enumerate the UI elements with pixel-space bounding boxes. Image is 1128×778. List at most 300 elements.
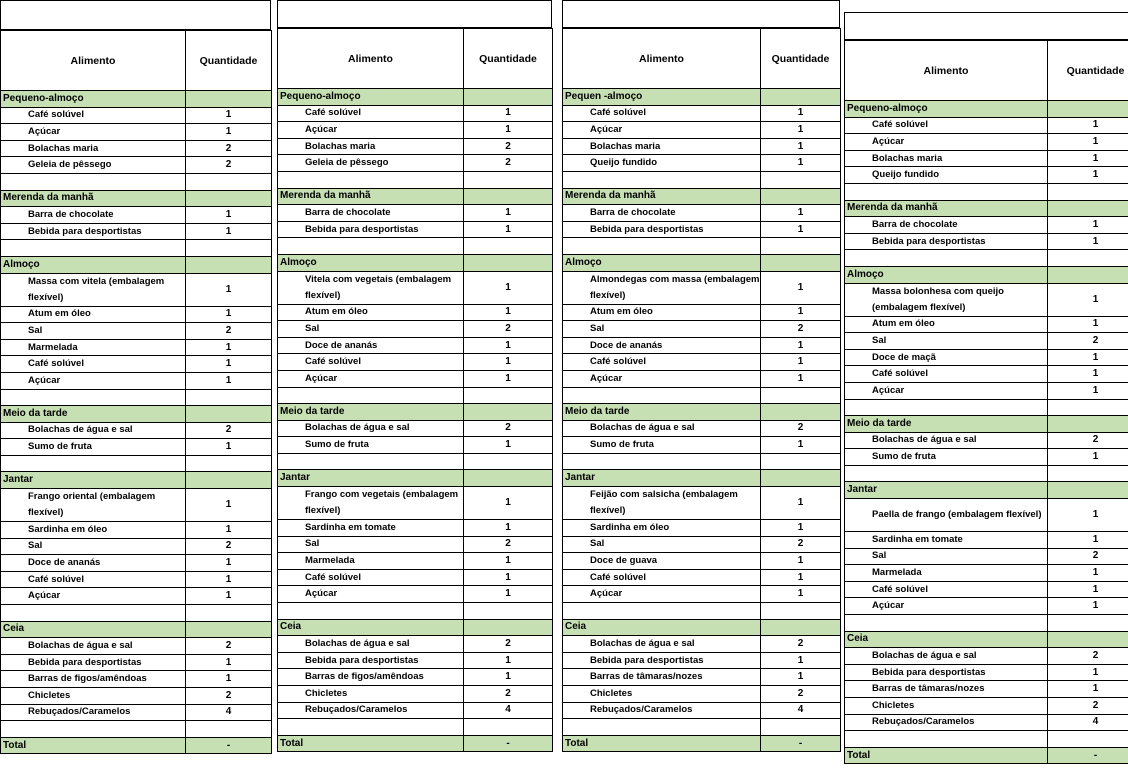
food-item-row bbox=[845, 581, 1128, 598]
spacer-cell bbox=[761, 453, 841, 470]
meal-qty-cell bbox=[761, 470, 841, 487]
spacer-row bbox=[563, 603, 841, 620]
meal-name: Merenda da manhã bbox=[278, 188, 464, 205]
food-item-row bbox=[1, 356, 272, 373]
food-item-row bbox=[278, 520, 553, 537]
food-item-row bbox=[1, 522, 272, 539]
food-quantity: 2 bbox=[761, 420, 841, 437]
food-name: Sal bbox=[563, 321, 761, 338]
food-item-row bbox=[845, 598, 1128, 615]
total-label: Total bbox=[563, 735, 761, 752]
food-name: Sumo de fruta bbox=[563, 437, 761, 454]
food-item-row bbox=[845, 233, 1128, 250]
food-name: Bebida para desportistas bbox=[278, 221, 464, 238]
meal-row bbox=[1, 472, 272, 489]
food-quantity: 1 bbox=[1047, 382, 1128, 399]
food-quantity: 2 bbox=[186, 323, 272, 340]
food-name: Café solúvel bbox=[278, 105, 464, 122]
food-quantity: 1 bbox=[1047, 499, 1128, 532]
food-quantity: 1 bbox=[1047, 233, 1128, 250]
food-quantity: 1 bbox=[1047, 565, 1128, 582]
spacer-cell bbox=[464, 238, 553, 255]
food-name: Atum em óleo bbox=[563, 304, 761, 321]
food-quantity: 1 bbox=[186, 555, 272, 572]
food-quantity: 1 bbox=[1047, 581, 1128, 598]
food-quantity: 1 bbox=[761, 221, 841, 238]
spacer-cell bbox=[186, 605, 272, 622]
spacer-row bbox=[1, 173, 272, 190]
food-item-row bbox=[845, 432, 1128, 449]
spacer-cell bbox=[278, 453, 464, 470]
food-name: Barras de figos/amêndoas bbox=[278, 669, 464, 686]
food-name: Café solúvel bbox=[563, 569, 761, 586]
spacer-row bbox=[563, 171, 841, 188]
food-item-row bbox=[563, 205, 841, 222]
total-value: - bbox=[761, 735, 841, 752]
food-item-row bbox=[563, 437, 841, 454]
food-item-row bbox=[278, 420, 553, 437]
food-name: Sal bbox=[278, 321, 464, 338]
meal-row bbox=[563, 404, 841, 421]
food-quantity: 2 bbox=[761, 321, 841, 338]
spacer-cell bbox=[464, 171, 553, 188]
food-quantity: 1 bbox=[186, 273, 272, 306]
meal-row bbox=[1, 190, 272, 207]
food-item-row bbox=[278, 105, 553, 122]
food-item-row bbox=[1, 124, 272, 141]
food-name: Marmelada bbox=[278, 553, 464, 570]
food-name: Almondegas com massa (embalagem flexível) bbox=[563, 271, 761, 304]
meal-row bbox=[278, 89, 553, 106]
food-quantity: 1 bbox=[1047, 664, 1128, 681]
food-name: Atum em óleo bbox=[278, 304, 464, 321]
meal-qty-cell bbox=[1047, 482, 1128, 499]
food-item-row bbox=[845, 648, 1128, 665]
food-name: Bolachas maria bbox=[845, 150, 1048, 167]
food-quantity: 1 bbox=[186, 223, 272, 240]
spacer-cell bbox=[1047, 615, 1128, 632]
header-food: Alimento bbox=[845, 41, 1048, 101]
food-name: Sardinha em tomate bbox=[845, 532, 1048, 549]
meal-name: Ceia bbox=[278, 619, 464, 636]
food-quantity: 1 bbox=[186, 588, 272, 605]
food-item-row bbox=[278, 636, 553, 653]
total-label: Total bbox=[845, 747, 1048, 764]
food-quantity: 1 bbox=[761, 354, 841, 371]
spacer-row bbox=[1, 389, 272, 406]
food-quantity: 1 bbox=[464, 370, 553, 387]
food-item-row bbox=[278, 221, 553, 238]
menu-table bbox=[0, 30, 272, 754]
meal-row bbox=[563, 89, 841, 106]
food-quantity: 4 bbox=[761, 702, 841, 719]
spacer-cell bbox=[1, 389, 186, 406]
food-item-row bbox=[278, 122, 553, 139]
meal-name: Ceia bbox=[845, 631, 1048, 648]
food-name: Massa bolonhesa com queijo (embalagem flexível) bbox=[845, 283, 1048, 316]
food-item-row bbox=[278, 536, 553, 553]
menu-sheet-3 bbox=[562, 0, 840, 752]
food-quantity: 1 bbox=[464, 304, 553, 321]
food-name: Café solúvel bbox=[1, 107, 186, 124]
food-name: Café solúvel bbox=[563, 105, 761, 122]
food-name: Sardinha em óleo bbox=[1, 522, 186, 539]
spacer-cell bbox=[1, 605, 186, 622]
food-name: Bolachas de água e sal bbox=[1, 422, 186, 439]
food-name: Bolachas maria bbox=[563, 138, 761, 155]
food-name: Sardinha em óleo bbox=[563, 520, 761, 537]
food-name: Sumo de fruta bbox=[1, 439, 186, 456]
food-name: Açúcar bbox=[845, 598, 1048, 615]
food-name: Açúcar bbox=[1, 372, 186, 389]
spacer-cell bbox=[1, 455, 186, 472]
food-quantity: 1 bbox=[186, 522, 272, 539]
food-name: Barra de chocolate bbox=[278, 205, 464, 222]
meal-name: Pequen -almoço bbox=[563, 89, 761, 106]
food-item-row bbox=[845, 366, 1128, 383]
meal-qty-cell bbox=[761, 404, 841, 421]
food-name: Frango com vegetais (embalagem flexível) bbox=[278, 487, 464, 520]
meal-row bbox=[1, 91, 272, 108]
meal-row bbox=[845, 416, 1128, 433]
meal-qty-cell bbox=[464, 619, 553, 636]
meal-name: Almoço bbox=[278, 254, 464, 271]
food-quantity: 1 bbox=[186, 107, 272, 124]
food-item-row bbox=[1, 588, 272, 605]
header-quantity: Quantidade bbox=[761, 29, 841, 89]
food-quantity: 1 bbox=[186, 356, 272, 373]
spacer-row bbox=[1, 721, 272, 738]
food-quantity: 1 bbox=[1047, 681, 1128, 698]
meal-name: Pequeno-almoço bbox=[1, 91, 186, 108]
food-item-row bbox=[278, 337, 553, 354]
spacer-cell bbox=[1047, 399, 1128, 416]
food-quantity: 1 bbox=[761, 669, 841, 686]
food-quantity: 1 bbox=[761, 205, 841, 222]
food-quantity: 2 bbox=[761, 636, 841, 653]
spacer-cell bbox=[563, 719, 761, 736]
food-item-row bbox=[845, 217, 1128, 234]
sheet-top-bar bbox=[0, 0, 271, 30]
food-item-row bbox=[563, 321, 841, 338]
spacer-cell bbox=[186, 455, 272, 472]
food-name: Barra de chocolate bbox=[563, 205, 761, 222]
spacer-cell bbox=[186, 240, 272, 257]
food-item-row bbox=[563, 138, 841, 155]
food-name: Bolachas de água e sal bbox=[563, 636, 761, 653]
header-row bbox=[278, 29, 553, 89]
food-item-row bbox=[278, 669, 553, 686]
spacer-cell bbox=[761, 603, 841, 620]
meal-qty-cell bbox=[1047, 200, 1128, 217]
food-name: Sumo de fruta bbox=[278, 437, 464, 454]
food-quantity: 1 bbox=[464, 487, 553, 520]
meal-qty-cell bbox=[186, 621, 272, 638]
food-item-row bbox=[845, 664, 1128, 681]
food-name: Barras de tâmaras/nozes bbox=[845, 681, 1048, 698]
food-item-row bbox=[1, 157, 272, 174]
food-name: Atum em óleo bbox=[1, 306, 186, 323]
food-item-row bbox=[563, 337, 841, 354]
food-quantity: 1 bbox=[1047, 167, 1128, 184]
spacer-cell bbox=[1047, 731, 1128, 748]
food-quantity: 1 bbox=[1047, 150, 1128, 167]
food-quantity: 2 bbox=[464, 138, 553, 155]
food-name: Sal bbox=[278, 536, 464, 553]
food-quantity: 1 bbox=[464, 205, 553, 222]
food-name: Doce de maçã bbox=[845, 349, 1048, 366]
spacer-row bbox=[845, 731, 1128, 748]
menu-sheet-4 bbox=[844, 12, 1128, 764]
food-name: Açúcar bbox=[1, 588, 186, 605]
spacer-cell bbox=[563, 453, 761, 470]
food-name: Frango oriental (embalagem flexível) bbox=[1, 489, 186, 522]
food-name: Café solúvel bbox=[845, 366, 1048, 383]
food-quantity: 1 bbox=[1047, 598, 1128, 615]
meal-row bbox=[845, 200, 1128, 217]
spacer-cell bbox=[1, 721, 186, 738]
food-quantity: 1 bbox=[761, 304, 841, 321]
meal-qty-cell bbox=[186, 406, 272, 423]
food-quantity: 2 bbox=[1047, 648, 1128, 665]
food-quantity: 1 bbox=[464, 122, 553, 139]
food-name: Feijão com salsicha (embalagem flexível) bbox=[563, 487, 761, 520]
meal-qty-cell bbox=[186, 190, 272, 207]
meal-name: Jantar bbox=[278, 470, 464, 487]
total-row bbox=[1, 737, 272, 754]
food-item-row bbox=[845, 698, 1128, 715]
spacer-row bbox=[563, 453, 841, 470]
total-value: - bbox=[1047, 747, 1128, 764]
spacer-cell bbox=[563, 171, 761, 188]
food-item-row bbox=[1, 323, 272, 340]
food-item-row bbox=[1, 339, 272, 356]
spacer-cell bbox=[278, 719, 464, 736]
food-quantity: 2 bbox=[1047, 432, 1128, 449]
food-name: Açúcar bbox=[563, 586, 761, 603]
food-quantity: 1 bbox=[1047, 349, 1128, 366]
food-name: Queijo fundido bbox=[563, 155, 761, 172]
sheet-top-bar bbox=[844, 12, 1128, 40]
food-quantity: 1 bbox=[464, 669, 553, 686]
food-name: Barras de tâmaras/nozes bbox=[563, 669, 761, 686]
food-name: Bolachas maria bbox=[278, 138, 464, 155]
food-quantity: 1 bbox=[464, 271, 553, 304]
food-quantity: 1 bbox=[1047, 449, 1128, 466]
food-quantity: 1 bbox=[186, 372, 272, 389]
food-name: Barras de figos/amêndoas bbox=[1, 671, 186, 688]
food-item-row bbox=[563, 520, 841, 537]
spacer-cell bbox=[186, 389, 272, 406]
spacer-cell bbox=[845, 183, 1048, 200]
spacer-row bbox=[278, 453, 553, 470]
spacer-cell bbox=[563, 238, 761, 255]
food-quantity: 1 bbox=[1047, 366, 1128, 383]
food-quantity: 1 bbox=[464, 586, 553, 603]
food-item-row bbox=[1, 273, 272, 306]
food-item-row bbox=[278, 487, 553, 520]
spacer-cell bbox=[278, 603, 464, 620]
food-quantity: 1 bbox=[464, 652, 553, 669]
meal-name: Ceia bbox=[563, 619, 761, 636]
meal-qty-cell bbox=[761, 89, 841, 106]
food-item-row bbox=[278, 138, 553, 155]
food-name: Chicletes bbox=[1, 688, 186, 705]
food-quantity: 1 bbox=[186, 571, 272, 588]
food-name: Sal bbox=[845, 548, 1048, 565]
meal-row bbox=[1, 406, 272, 423]
food-name: Doce de ananás bbox=[563, 337, 761, 354]
food-quantity: 2 bbox=[1047, 698, 1128, 715]
spacer-row bbox=[563, 238, 841, 255]
spacer-cell bbox=[278, 238, 464, 255]
food-quantity: 1 bbox=[761, 569, 841, 586]
menu-table bbox=[844, 40, 1128, 764]
food-item-row bbox=[845, 548, 1128, 565]
header-quantity: Quantidade bbox=[186, 31, 272, 91]
food-item-row bbox=[563, 354, 841, 371]
food-item-row bbox=[278, 553, 553, 570]
spacer-cell bbox=[761, 238, 841, 255]
meal-row bbox=[845, 631, 1128, 648]
meal-name: Meio da tarde bbox=[563, 404, 761, 421]
food-item-row bbox=[1, 140, 272, 157]
total-value: - bbox=[186, 737, 272, 754]
food-item-row bbox=[278, 354, 553, 371]
meal-name: Almoço bbox=[563, 254, 761, 271]
food-name: Açúcar bbox=[845, 134, 1048, 151]
header-food: Alimento bbox=[278, 29, 464, 89]
food-name: Café solúvel bbox=[1, 571, 186, 588]
spacer-cell bbox=[1047, 465, 1128, 482]
food-name: Bebida para desportistas bbox=[563, 652, 761, 669]
food-item-row bbox=[845, 565, 1128, 582]
food-name: Marmelada bbox=[1, 339, 186, 356]
food-quantity: 2 bbox=[464, 636, 553, 653]
spacer-cell bbox=[278, 171, 464, 188]
food-item-row bbox=[278, 686, 553, 703]
food-item-row bbox=[1, 372, 272, 389]
food-quantity: 1 bbox=[1047, 283, 1128, 316]
header-quantity: Quantidade bbox=[1047, 41, 1128, 101]
food-name: Rebuçados/Caramelos bbox=[845, 714, 1048, 731]
meal-row bbox=[278, 619, 553, 636]
meal-row bbox=[278, 254, 553, 271]
food-name: Sal bbox=[563, 536, 761, 553]
food-item-row bbox=[1, 207, 272, 224]
food-quantity: 2 bbox=[464, 155, 553, 172]
food-name: Bolachas de água e sal bbox=[1, 638, 186, 655]
meal-qty-cell bbox=[1047, 631, 1128, 648]
total-row bbox=[563, 735, 841, 752]
total-label: Total bbox=[1, 737, 186, 754]
food-name: Barra de chocolate bbox=[1, 207, 186, 224]
food-name: Açúcar bbox=[1, 124, 186, 141]
food-quantity: 2 bbox=[464, 686, 553, 703]
food-quantity: 2 bbox=[1047, 333, 1128, 350]
spacer-cell bbox=[464, 603, 553, 620]
food-quantity: 4 bbox=[464, 702, 553, 719]
food-name: Paella de frango (embalagem flexível) bbox=[845, 499, 1048, 532]
meal-qty-cell bbox=[1047, 266, 1128, 283]
spacer-cell bbox=[845, 465, 1048, 482]
food-item-row bbox=[1, 704, 272, 721]
spacer-row bbox=[845, 615, 1128, 632]
food-name: Sal bbox=[845, 333, 1048, 350]
meal-row bbox=[563, 188, 841, 205]
spacer-row bbox=[278, 603, 553, 620]
food-quantity: 1 bbox=[1047, 532, 1128, 549]
food-name: Bebida para desportistas bbox=[845, 664, 1048, 681]
meal-row bbox=[1, 256, 272, 273]
food-name: Barra de chocolate bbox=[845, 217, 1048, 234]
food-name: Bolachas de água e sal bbox=[278, 420, 464, 437]
food-item-row bbox=[1, 306, 272, 323]
food-quantity: 1 bbox=[186, 306, 272, 323]
food-quantity: 1 bbox=[464, 337, 553, 354]
food-item-row bbox=[563, 304, 841, 321]
total-row bbox=[278, 735, 553, 752]
food-name: Rebuçados/Caramelos bbox=[1, 704, 186, 721]
food-item-row bbox=[278, 370, 553, 387]
food-name: Bebida para desportistas bbox=[1, 223, 186, 240]
food-quantity: 2 bbox=[761, 686, 841, 703]
meal-row bbox=[278, 470, 553, 487]
food-name: Açúcar bbox=[845, 382, 1048, 399]
menu-table bbox=[277, 28, 553, 752]
meal-name: Merenda da manhã bbox=[563, 188, 761, 205]
food-item-row bbox=[278, 155, 553, 172]
meal-qty-cell bbox=[186, 472, 272, 489]
food-name: Açúcar bbox=[278, 122, 464, 139]
spacer-row bbox=[563, 387, 841, 404]
sheet-top-bar bbox=[562, 0, 840, 28]
food-quantity: 1 bbox=[464, 553, 553, 570]
food-quantity: 1 bbox=[464, 437, 553, 454]
food-item-row bbox=[563, 669, 841, 686]
food-item-row bbox=[1, 638, 272, 655]
spacer-cell bbox=[845, 615, 1048, 632]
menu-sheet-2 bbox=[277, 0, 552, 752]
food-name: Bebida para desportistas bbox=[845, 233, 1048, 250]
meal-name: Meio da tarde bbox=[278, 404, 464, 421]
food-name: Sardinha em tomate bbox=[278, 520, 464, 537]
food-item-row bbox=[563, 105, 841, 122]
spacer-cell bbox=[464, 719, 553, 736]
meal-row bbox=[1, 621, 272, 638]
meal-row bbox=[845, 101, 1128, 118]
header-row bbox=[563, 29, 841, 89]
food-quantity: 1 bbox=[186, 439, 272, 456]
food-item-row bbox=[1, 671, 272, 688]
spacer-row bbox=[278, 387, 553, 404]
food-quantity: 4 bbox=[186, 704, 272, 721]
food-name: Açúcar bbox=[278, 370, 464, 387]
food-quantity: 1 bbox=[186, 489, 272, 522]
meal-name: Almoço bbox=[1, 256, 186, 273]
food-item-row bbox=[278, 304, 553, 321]
food-quantity: 2 bbox=[1047, 548, 1128, 565]
meal-row bbox=[563, 254, 841, 271]
header-row bbox=[1, 31, 272, 91]
food-quantity: 2 bbox=[186, 638, 272, 655]
food-item-row bbox=[845, 167, 1128, 184]
food-item-row bbox=[845, 681, 1128, 698]
food-name: Chicletes bbox=[563, 686, 761, 703]
spacer-row bbox=[845, 465, 1128, 482]
food-quantity: 1 bbox=[761, 553, 841, 570]
food-item-row bbox=[845, 382, 1128, 399]
